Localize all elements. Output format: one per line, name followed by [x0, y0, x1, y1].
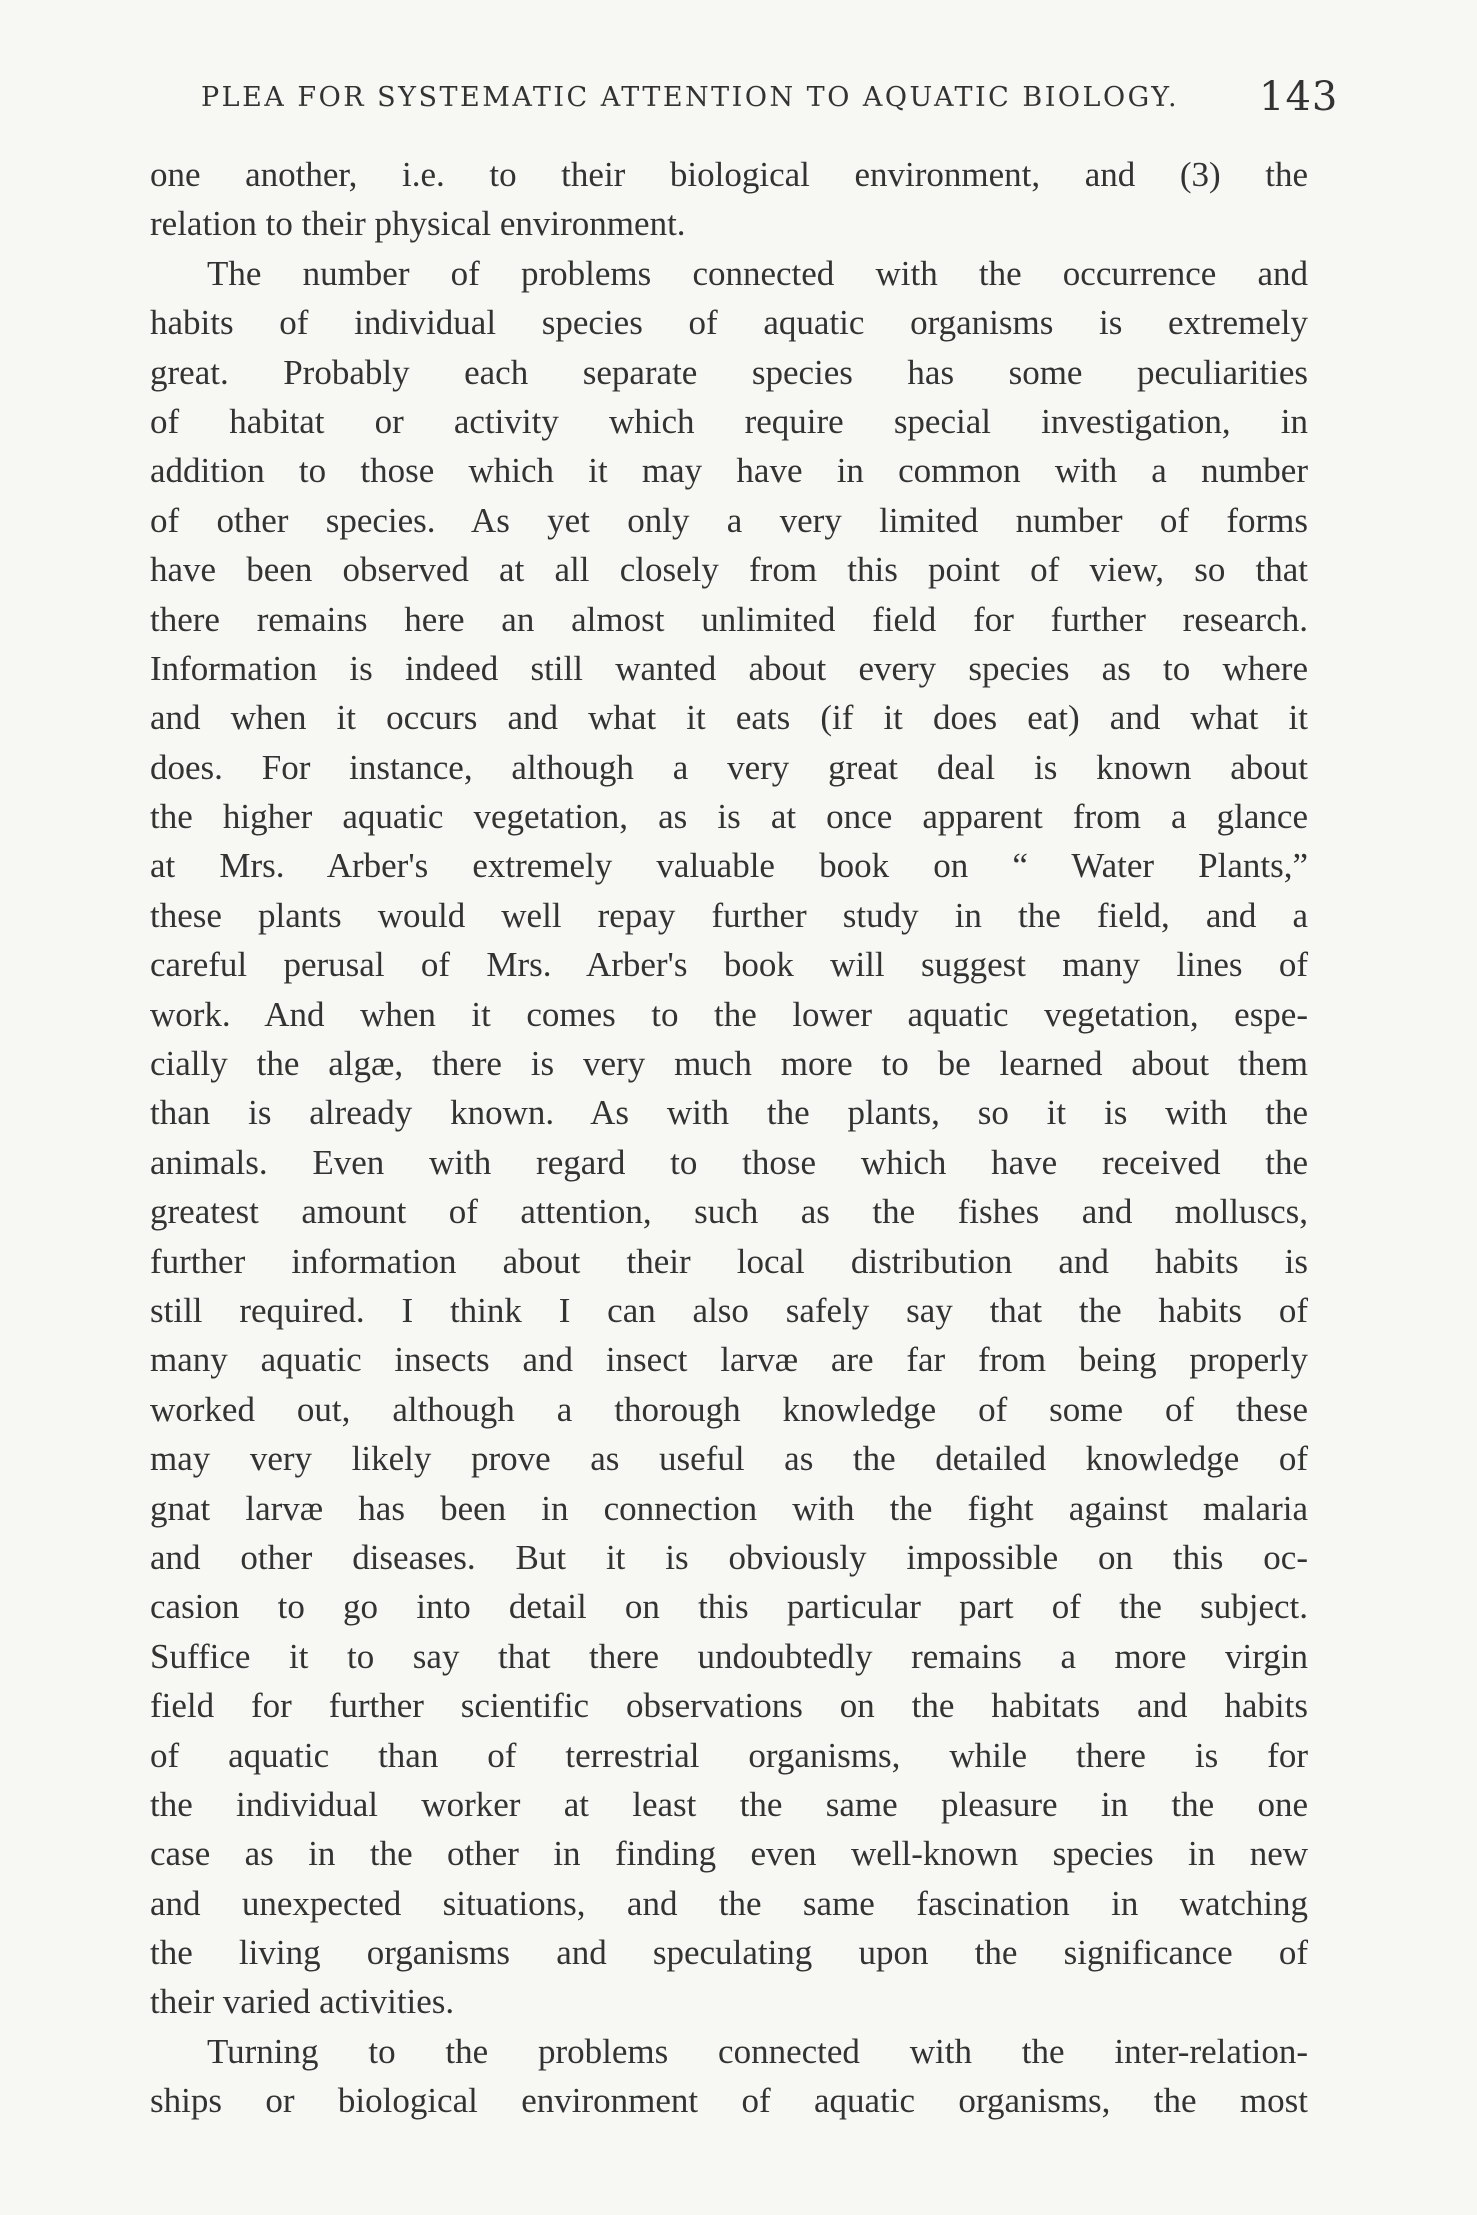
text-line: Information is indeed still wanted about every species as to where [150, 648, 1308, 688]
text-line: case as in the other in finding even well-known species in new [150, 1834, 1308, 1874]
paragraph-1 [150, 150, 1308, 249]
running-head [0, 72, 1477, 132]
text-line: of habitat or activity which require special investigation, in [150, 401, 1308, 441]
body-text [150, 150, 1308, 2126]
text-line: one another, i.e. to their biological environment, and (3) the [150, 155, 1308, 194]
text-line: of other species. As yet only a very limited number of forms [150, 500, 1308, 540]
text-line: casion to go into detail on this particular part of the subject. [150, 1587, 1308, 1627]
text-line: and when it occurs and what it eats (if it does eat) and what it [150, 698, 1308, 738]
text-line: and other diseases. But it is obviously impossible on this oc- [150, 1537, 1308, 1577]
text-line: there remains here an almost unlimited field for further research. [150, 599, 1308, 639]
text-line: the individual worker at least the same pleasure in the one [150, 1784, 1308, 1824]
text-line: does. For instance, although a very great deal is known about [150, 747, 1308, 787]
text-line: field for further scientific observations on the habitats and habits [150, 1686, 1308, 1726]
text-line: than is already known. As with the plants, so it is with the [150, 1093, 1308, 1133]
text-line: may very likely prove as useful as the detailed knowledge of [150, 1439, 1308, 1479]
text-line: ships or biological environment of aquatic organisms, the most [150, 2081, 1308, 2121]
text-line: work. And when it comes to the lower aquatic vegetation, espe- [150, 994, 1308, 1034]
text-line: these plants would well repay further study in the field, and a [150, 895, 1308, 935]
text-line: animals. Even with regard to those which have received the [150, 1142, 1308, 1182]
text-line: the higher aquatic vegetation, as is at once apparent from a glance [150, 797, 1308, 837]
paragraph-2 [150, 249, 1308, 2027]
text-line: of aquatic than of terrestrial organisms, while there is for [150, 1735, 1308, 1775]
text-line: further information about their local distribution and habits is [150, 1241, 1308, 1281]
text-line: habits of individual species of aquatic organisms is extremely [150, 303, 1308, 343]
text-line: Turning to the problems connected with the inter-relation- [207, 2031, 1308, 2071]
text-line: The number of problems connected with the occurrence and [207, 253, 1308, 293]
running-title: PLEA FOR SYSTEMATIC ATTENTION TO AQUATIC BIOLOGY. [201, 82, 1180, 113]
text-line: many aquatic insects and insect larvæ are far from being properly [150, 1340, 1308, 1380]
text-line: relation to their physical environment. [150, 204, 686, 244]
text-line: great. Probably each separate species has some peculiarities [150, 352, 1308, 392]
text-line: addition to those which it may have in common with a number [150, 451, 1308, 491]
text-line: careful perusal of Mrs. Arber's book will suggest many lines of [150, 945, 1308, 985]
text-line: at Mrs. Arber's extremely valuable book on “ Water Plants,” [150, 846, 1308, 886]
page-number: 143 [1259, 74, 1339, 120]
text-line: have been observed at all closely from this point of view, so that [150, 550, 1308, 590]
text-line: and unexpected situations, and the same fascination in watching [150, 1883, 1308, 1923]
text-line: their varied activities. [150, 1982, 455, 2022]
paragraph-3 [150, 2027, 1308, 2126]
text-line: greatest amount of attention, such as the fishes and molluscs, [150, 1192, 1308, 1232]
text-line: cially the algæ, there is very much more to be learned about them [150, 1044, 1308, 1084]
text-line: Suffice it to say that there undoubtedly remains a more virgin [150, 1636, 1308, 1676]
text-line: still required. I think I can also safely say that the habits of [150, 1290, 1308, 1330]
text-line: gnat larvæ has been in connection with the fight against malaria [150, 1488, 1308, 1528]
text-line: worked out, although a thorough knowledge of some of these [150, 1389, 1308, 1429]
text-line: the living organisms and speculating upon the significance of [150, 1933, 1308, 1973]
